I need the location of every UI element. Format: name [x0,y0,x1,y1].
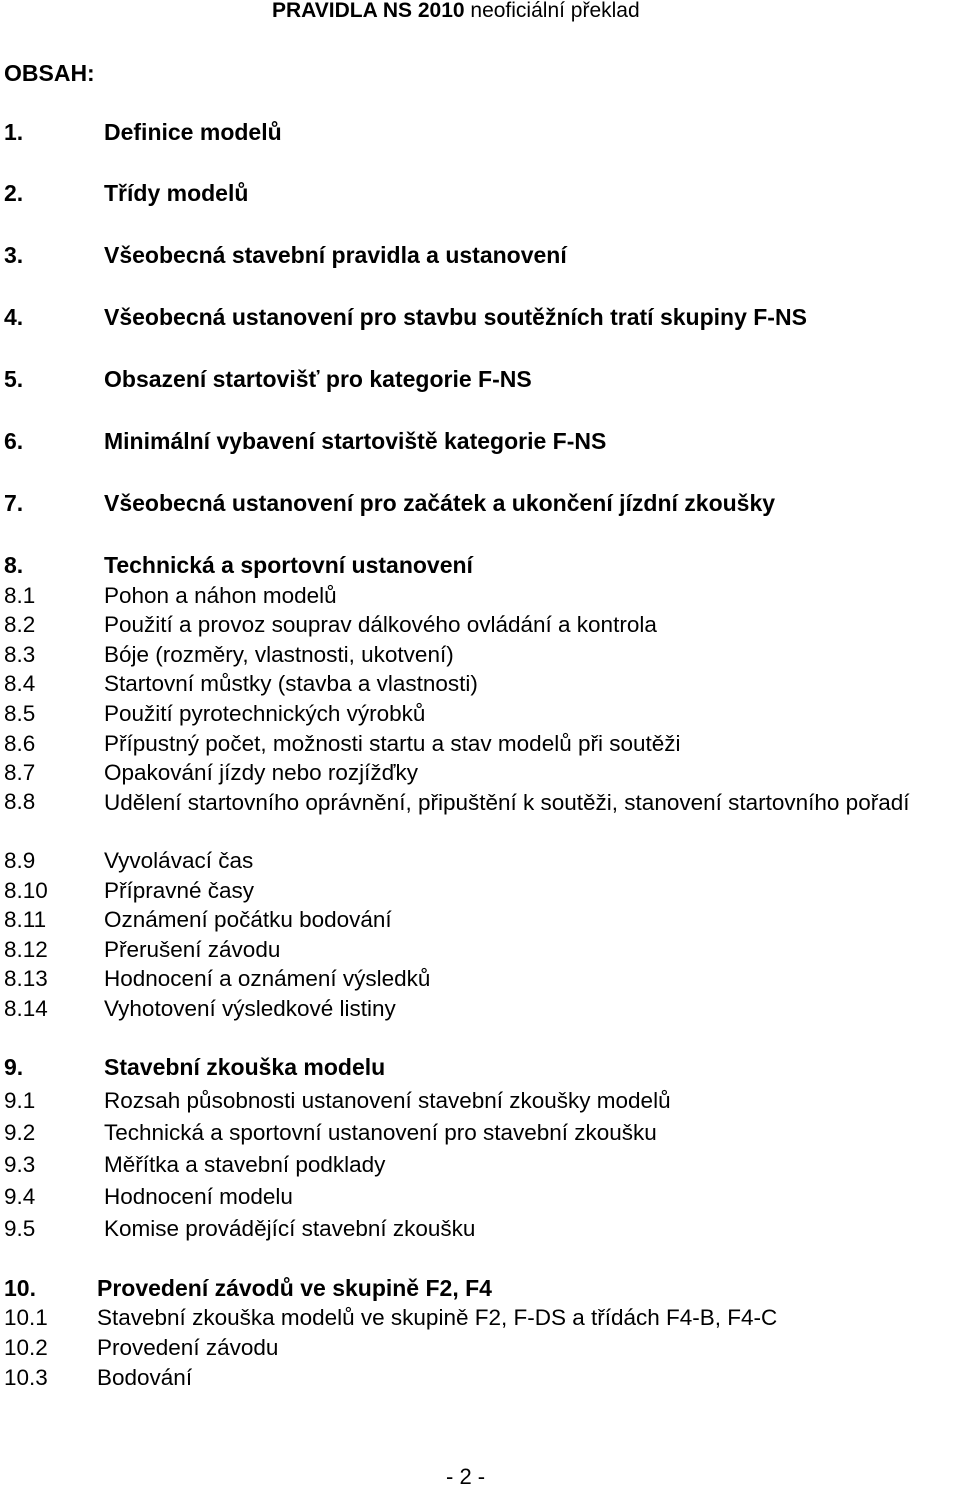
subsection-number: 9.1 [4,1088,36,1113]
section-title: Obsazení startovišť pro kategorie F-NS [104,366,532,392]
subsection-title: Hodnocení a oznámení výsledků [104,966,431,991]
subsection-number: 10.3 [4,1365,48,1390]
toc-subsection [0,788,960,850]
subsection-number: 9.4 [4,1184,36,1209]
subsection-title: Startovní můstky (stavba a vlastnosti) [104,671,478,696]
subsection-title: Udělení startovního oprávnění, připuštění k soutěži, stanovení startovního pořadí [104,790,910,815]
subsection-number: 8.10 [4,878,48,903]
subsection-number: 8.11 [4,907,47,932]
section-number: 1. [4,119,24,145]
section-title: Provedení závodů ve skupině F2, F4 [97,1275,492,1301]
subsection-number: 8.7 [4,760,36,785]
subsection-title: Technická a sportovní ustanovení pro stavební zkoušku [104,1120,657,1145]
subsection-title: Vyvolávací čas [104,848,254,873]
section-number: 7. [4,490,24,516]
subsection-title: Měřítka a stavební podklady [104,1152,386,1177]
subsection-title: Stavební zkouška modelů ve skupině F2, F-DS a třídách F4-B, F4-C [97,1305,778,1330]
section-title: Technická a sportovní ustanovení [104,552,473,578]
subsection-title: Přerušení závodu [104,937,281,962]
section-number: 6. [4,428,24,454]
section-number: 8. [4,552,24,578]
subsection-title: Přípustný počet, možnosti startu a stav modelů při soutěži [104,731,681,756]
subsection-title: Opakování jízdy nebo rozjížďky [104,760,418,785]
page-header [272,0,640,24]
section-number: 3. [4,242,24,268]
section-title: Všeobecná stavební pravidla a ustanovení [104,242,567,268]
section-title: Třídy modelů [104,180,249,206]
page-number: - 2 - [446,1464,486,1489]
section-title: Definice modelů [104,119,282,145]
subsection-title: Rozsah působnosti ustanovení stavební zkoušky modelů [104,1088,671,1113]
subsection-title: Použití pyrotechnických výrobků [104,701,426,726]
subsection-title: Pohon a náhon modelů [104,583,337,608]
subsection-number: 9.2 [4,1120,36,1145]
subsection-number: 9.3 [4,1152,36,1177]
section-title: Všeobecná ustanovení pro stavbu soutěžních tratí skupiny F-NS [104,304,807,330]
subsection-title: Bodování [97,1365,193,1390]
section-number: 10. [4,1275,36,1301]
subsection-title: Komise provádějící stavební zkoušku [104,1216,476,1241]
subsection-number: 9.5 [4,1216,36,1241]
subsection-title: Přípravné časy [104,878,255,903]
subsection-number: 8.14 [4,996,48,1021]
section-title: Stavební zkouška modelu [104,1054,386,1080]
section-number: 9. [4,1054,24,1080]
subsection-number: 8.1 [4,583,36,608]
section-number: 2. [4,180,24,206]
subsection-number: 8.2 [4,612,36,637]
section-title: Všeobecná ustanovení pro začátek a ukončení jízdní zkoušky [104,490,776,516]
header-subtitle: neoficiální překlad [464,0,640,22]
subsection-title: Hodnocení modelu [104,1184,293,1209]
subsection-title: Oznámení počátku bodování [104,907,392,932]
subsection-number: 8.12 [4,937,48,962]
subsection-number: 8.3 [4,642,36,667]
subsection-title: Provedení závodu [97,1335,279,1360]
subsection-title: Bóje (rozměry, vlastnosti, ukotvení) [104,642,454,667]
contents-heading: OBSAH: [4,60,95,86]
subsection-title: Použití a provoz souprav dálkového ovládání a kontrola [104,612,657,637]
subsection-title: Vyhotovení výsledkové listiny [104,996,396,1021]
subsection-number: 8.5 [4,701,36,726]
subsection-number: 8.13 [4,966,48,991]
subsection-number: 8.4 [4,671,36,696]
header-title: PRAVIDLA NS 2010 [272,0,465,22]
subsection-number: 8.6 [4,731,36,756]
section-title: Minimální vybavení startoviště kategorie F-NS [104,428,607,454]
section-number: 4. [4,304,24,330]
subsection-number: 8.9 [4,848,36,873]
subsection-number: 8.8 [4,789,36,814]
section-number: 5. [4,366,24,392]
subsection-number: 10.2 [4,1335,48,1360]
subsection-number: 10.1 [4,1305,48,1330]
